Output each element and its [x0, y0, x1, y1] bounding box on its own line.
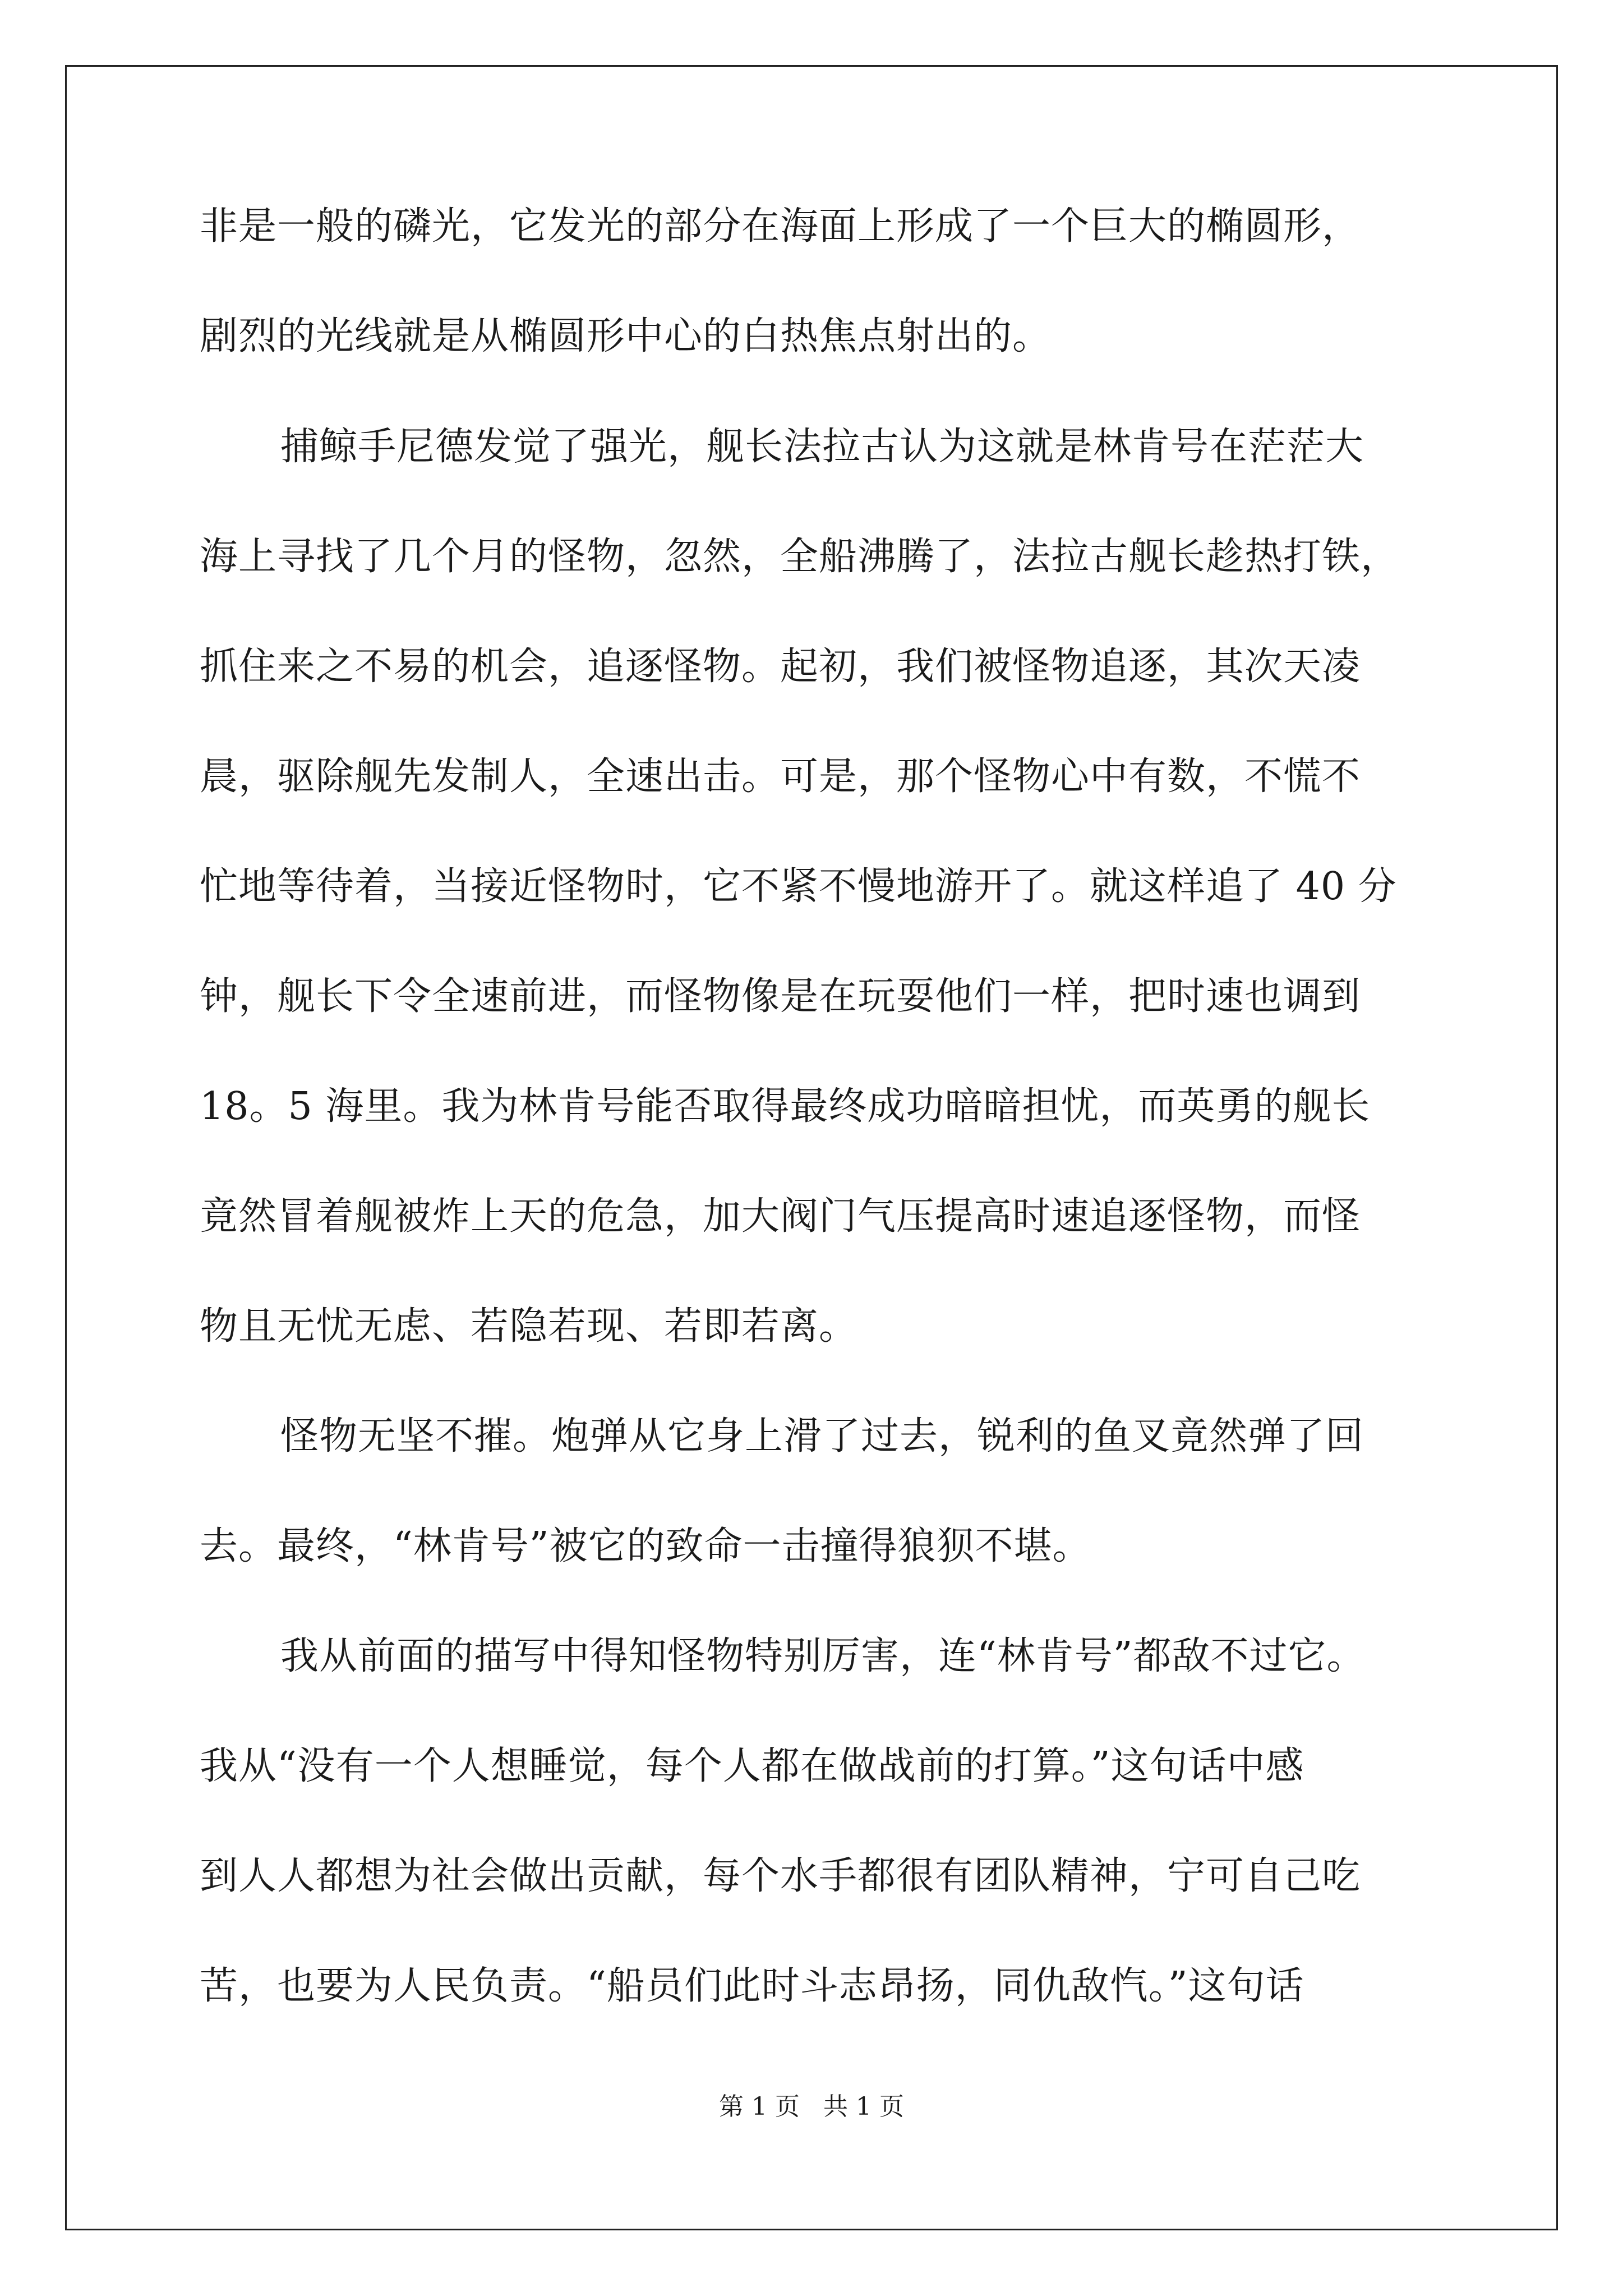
- text-line: 18。5 海里。我为林肯号能否取得最终成功暗暗担忧，而英勇的舰长: [200, 1084, 1371, 1129]
- paragraph-start-line: 我从前面的描写中得知怪物特别厉害，连“林肯号”都敌不过它。: [280, 1634, 1366, 1678]
- text-line: 物且无忧无虑、若隐若现、若即若离。: [200, 1304, 858, 1349]
- text-line: 我从“没有一个人想睡觉，每个人都在做战前的打算。”这句话中感: [200, 1744, 1304, 1788]
- text-line: 到人人都想为社会做出贡献，每个水手都很有团队精神，宁可自己吃: [200, 1854, 1361, 1898]
- text-line: 海上寻找了几个月的怪物，忽然，全船沸腾了，法拉古舰长趁热打铁，: [200, 535, 1400, 579]
- paragraph-start-line: 捕鲸手尼德发觉了强光，舰长法拉古认为这就是林肯号在茫茫大: [280, 425, 1364, 469]
- text-line: 剧烈的光线就是从椭圆形中心的白热焦点射出的。: [200, 314, 1052, 358]
- text-line: 苦，也要为人民负责。“船员们此时斗志昂扬，同仇敌忾。”这句话: [200, 1964, 1304, 2008]
- text-line: 去。最终，“林肯号”被它的致命一击撞得狼狈不堪。: [200, 1524, 1091, 1568]
- text-line: 钟，舰长下令全速前进，而怪物像是在玩耍他们一样，把时速也调到: [200, 974, 1361, 1019]
- page-number-footer: 第 1 页 共 1 页: [719, 2092, 904, 2121]
- text-line: 抓住来之不易的机会，追逐怪物。起初，我们被怪物追逐，其次天凌: [200, 645, 1361, 689]
- paragraph-start-line: 怪物无坚不摧。炮弹从它身上滑了过去，锐利的鱼叉竟然弹了回: [280, 1414, 1364, 1458]
- text-line: 忙地等待着，当接近怪物时，它不紧不慢地游开了。就这样追了 40 分: [200, 864, 1397, 909]
- page-border: [65, 65, 1558, 2230]
- text-line: 竟然冒着舰被炸上天的危急，加大阀门气压提高时速追逐怪物，而怪: [200, 1194, 1361, 1239]
- text-line: 非是一般的磷光，它发光的部分在海面上形成了一个巨大的椭圆形，: [200, 204, 1361, 249]
- text-line: 晨，驱除舰先发制人，全速出击。可是，那个怪物心中有数，不慌不: [200, 754, 1361, 799]
